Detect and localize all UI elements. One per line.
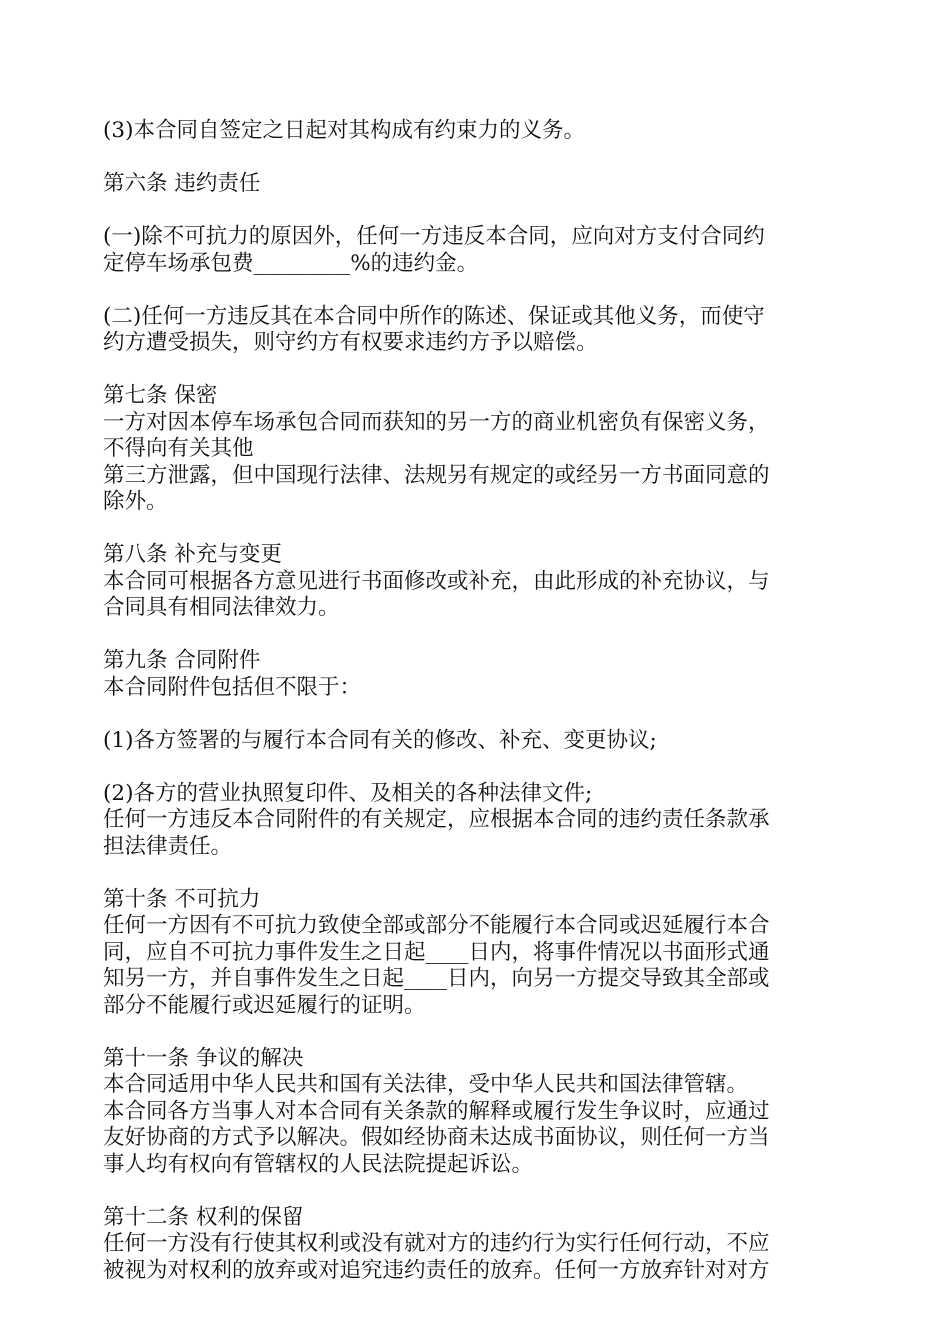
text-line: 定停车场承包费_________%的违约金。 [103,250,479,276]
text-line: 同，应自不可抗力事件发生之日起____日内，将事件情况以书面形式通 [103,939,770,965]
paragraph-gap [103,754,855,781]
text-line: (1)各方签署的与履行本合同有关的修改、补充、变更协议; [103,727,657,753]
text-line: 合同具有相同法律效力。 [103,595,340,620]
text-line: 约方遭受损失，则守约方有权要求违约方予以赔偿。 [103,330,598,355]
paragraph [103,304,855,357]
text-line: 知另一方，并自事件发生之日起____日内，向另一方提交导致其全部或 [103,966,770,991]
paragraph [103,1205,855,1285]
text-line: 任何一方因有不可抗力致使全部或部分不能履行本合同或迟延履行本合 [103,913,770,938]
text-line: 本合同各方当事人对本合同有关条款的解释或履行发生争议时，应通过 [103,1098,770,1124]
text-line: 部分不能履行或迟延履行的证明。 [103,992,426,1018]
paragraph-gap [103,1019,855,1046]
text-line: 事人均有权向有管辖权的人民法院提起诉讼。 [103,1151,534,1177]
paragraph-gap [103,516,855,543]
text-line: 第六条 违约责任 [103,171,261,196]
text-line: 任何一方没有行使其权利或没有就对方的违约行为实行任何行动，不应 [103,1231,770,1256]
text-line: 本合同可根据各方意见进行书面修改或补充，由此形成的补充协议，与 [103,568,770,594]
paragraph [103,887,855,1020]
paragraph-gap [103,357,855,384]
text-line: 第十一条 争议的解决 [103,1045,304,1071]
paragraph [103,171,855,198]
text-line: 被视为对权利的放弃或对追究违约责任的放弃。任何一方放弃针对对方 [103,1257,770,1283]
text-line: 不得向有关其他 [103,436,254,461]
paragraph [103,781,855,861]
text-line: 一方对因本停车场承包合同而获知的另一方的商业机密负有保密义务， [103,409,770,435]
text-line: (一)除不可抗力的原因外，任何一方违反本合同，应向对方支付合同约 [103,224,765,249]
text-line: 担法律责任。 [103,833,233,859]
paragraph-gap [103,701,855,728]
paragraph-gap [103,622,855,649]
paragraph [103,1046,855,1179]
paragraph-gap [103,198,855,225]
paragraph [103,542,855,622]
paragraph-gap [103,1178,855,1205]
text-line: (3)本合同自签定之日起对其构成有约束力的义务。 [103,118,585,143]
paragraph [103,383,855,516]
paragraph-gap [103,860,855,887]
paragraph-gap [103,145,855,172]
text-line: 第十条 不可抗力 [103,886,261,912]
text-line: (2)各方的营业执照复印件、及相关的各种法律文件; [103,780,593,806]
text-line: 任何一方违反本合同附件的有关规定，应根据本合同的违约责任条款承 [103,807,770,832]
paragraph [103,728,855,755]
text-line: (二)任何一方违反其在本合同中所作的陈述、保证或其他义务，而使守 [103,303,765,329]
text-line: 第七条 保密 [103,383,218,408]
text-line: 除外。 [103,489,168,514]
text-line: 友好协商的方式予以解决。假如经协商未达成书面协议，则任何一方当 [103,1125,770,1150]
paragraph-gap [103,277,855,304]
text-line: 本合同附件包括但不限于： [103,674,362,700]
paragraph [103,648,855,701]
text-line: 第九条 合同附件 [103,648,261,673]
text-line: 第八条 补充与变更 [103,542,282,567]
paragraph [103,118,855,145]
paragraph [103,224,855,277]
text-line: 第三方泄露，但中国现行法律、法规另有规定的或经另一方书面同意的 [103,462,770,488]
text-line: 第十二条 权利的保留 [103,1204,304,1230]
document-page [103,118,855,1284]
text-line: 本合同适用中华人民共和国有关法律，受中华人民共和国法律管辖。 [103,1072,749,1097]
